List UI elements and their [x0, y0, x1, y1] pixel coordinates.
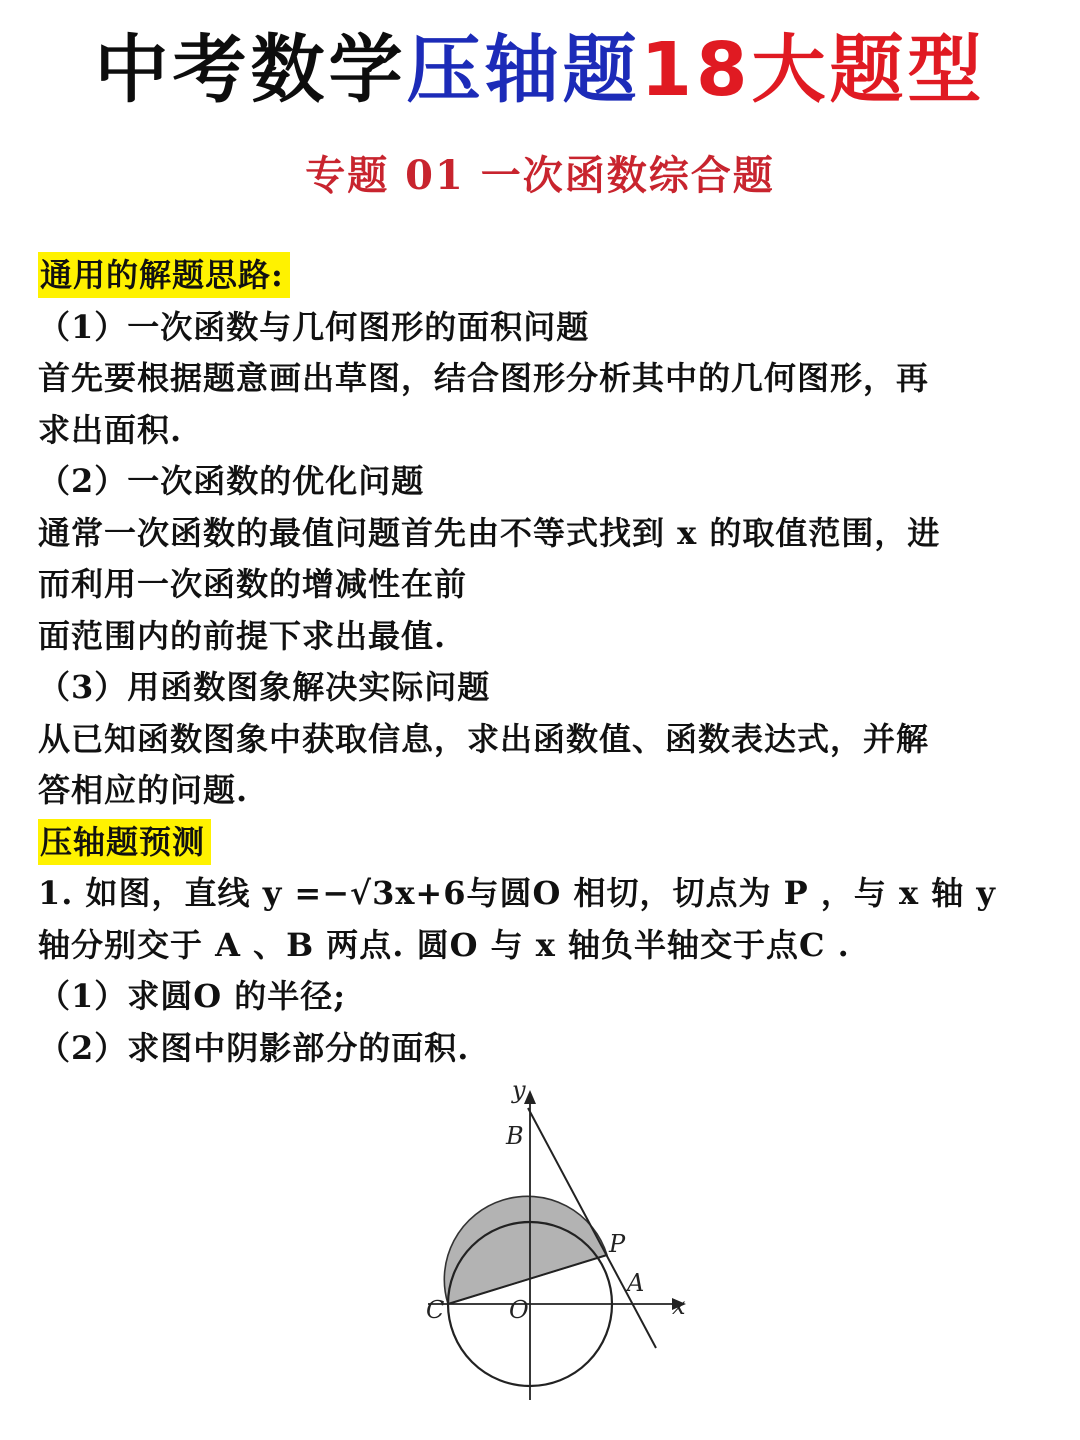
highlighted-heading: 压轴题预测 [38, 819, 211, 865]
y-axis-arrow [524, 1090, 536, 1104]
label-o: O [509, 1296, 529, 1324]
text-line: 首先要根据题意画出草图，结合图形分析其中的几何图形，再 [38, 359, 930, 397]
text-line: 答相应的问题. [38, 771, 249, 809]
problem-line: 1. 如图，直线 y =−√3x+6与圆O 相切，切点为 P ，与 x 轴 y [38, 874, 996, 912]
label-p: P [609, 1230, 626, 1258]
text-line: 求出面积. [38, 410, 183, 449]
title-part-blue: 压轴题 [406, 27, 641, 113]
text-line: （1）一次函数与几何图形的面积问题 [38, 307, 590, 346]
problem-line: （2）求图中阴影部分的面积. [38, 1028, 470, 1067]
text-line: 通常一次函数的最值问题首先由不等式找到 x 的取值范围，进 [38, 513, 941, 552]
label-a: A [627, 1269, 645, 1297]
title-part-black: 中考数学 [94, 27, 407, 113]
text-line: 而利用一次函数的增减性在前 [38, 565, 468, 603]
section-heading-prediction [38, 817, 1048, 869]
highlighted-heading: 通用的解题思路: [38, 252, 290, 298]
figure-svg [380, 1072, 720, 1412]
problem-line: （1）求圆O 的半径; [38, 977, 347, 1015]
text-line: （2）一次函数的优化问题 [38, 462, 425, 500]
geometry-figure [380, 1072, 720, 1412]
label-y: y [512, 1076, 526, 1104]
problem-line: 轴分别交于 A 、B 两点. 圆O 与 x 轴负半轴交于点C . [38, 925, 850, 964]
text-line: 面范围内的前提下求出最值. [38, 616, 447, 655]
section-heading-approach [38, 250, 1048, 302]
text-line: 从已知函数图象中获取信息，求出函数值、函数表达式，并解 [38, 719, 930, 758]
content-body [38, 250, 1048, 1074]
label-b: B [506, 1122, 524, 1150]
label-c: C [426, 1296, 445, 1324]
label-x: x [672, 1292, 686, 1320]
page-title [0, 22, 1080, 118]
title-part-red: 18大题型 [640, 27, 986, 113]
page-subtitle: 专题 01 一次函数综合题 [305, 152, 775, 199]
text-line: （3）用函数图象解决实际问题 [38, 668, 491, 706]
